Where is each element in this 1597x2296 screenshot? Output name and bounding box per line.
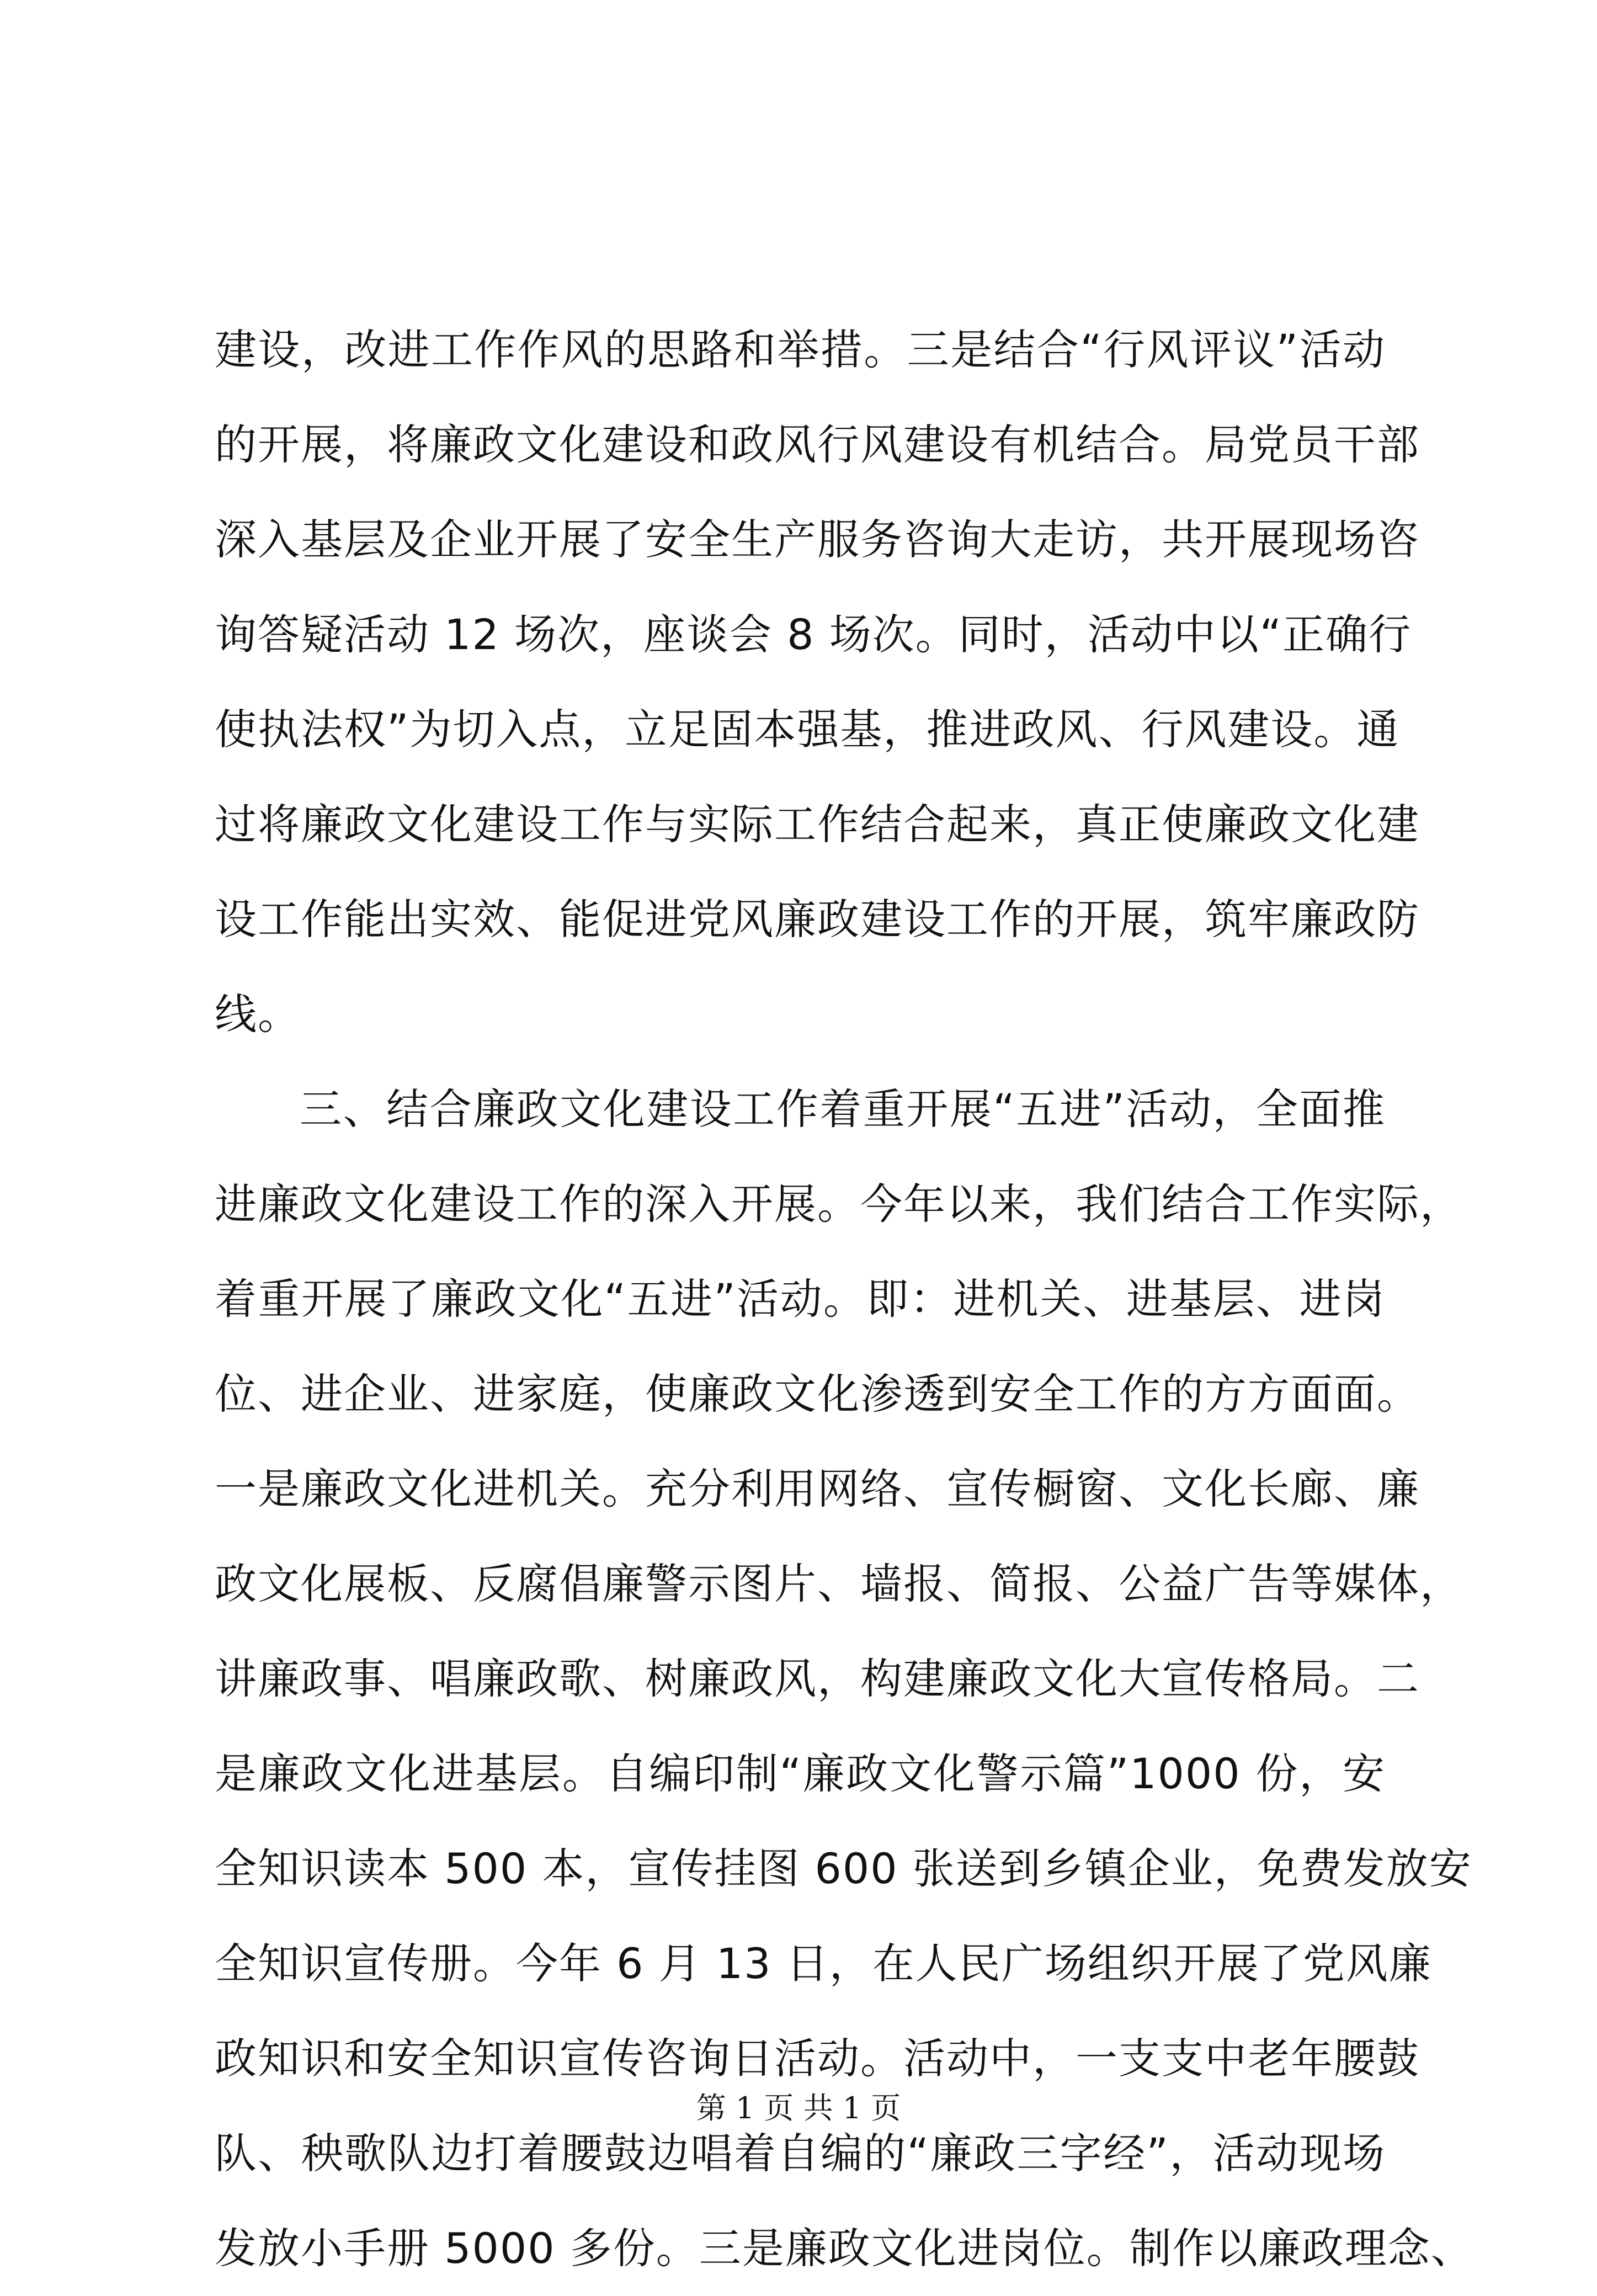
- text-line: 全知识读本 500 本，宣传挂图 600 张送到乡镇企业，免费发放安: [215, 1844, 1472, 1893]
- text-line: 全知识宣传册。今年 6 月 13 日，在人民广场组织开展了党风廉: [215, 1939, 1432, 1988]
- text-line: 政文化展板、反腐倡廉警示图片、墙报、简报、公益广告等媒体，: [215, 1559, 1463, 1608]
- text-line: 位、进企业、进家庭，使廉政文化渗透到安全工作的方方面面。: [215, 1369, 1420, 1418]
- page-number-label: 第 1 页 共 1 页: [696, 2091, 901, 2125]
- text-line: 使执法权”为切入点，立足固本强基，推进政风、行风建设。通: [215, 705, 1400, 754]
- text-line: 讲廉政事、唱廉政歌、树廉政风，构建廉政文化大宣传格局。二: [215, 1654, 1420, 1703]
- text-line: 是廉政文化进基层。自编印制“廉政文化警示篇”1000 份，安: [215, 1749, 1386, 1798]
- text-line: 过将廉政文化建设工作与实际工作结合起来，真正使廉政文化建: [215, 800, 1420, 849]
- paragraph-first-line: 三、结合廉政文化建设工作着重开展“五进”活动，全面推: [300, 1085, 1386, 1134]
- text-line: 深入基层及企业开展了安全生产服务咨询大走访，共开展现场咨: [215, 515, 1420, 564]
- text-line: 进廉政文化建设工作的深入开展。今年以来，我们结合工作实际，: [215, 1179, 1463, 1229]
- text-line: 询答疑活动 12 场次，座谈会 8 场次。同时，活动中以“正确行: [215, 610, 1412, 659]
- text-line: 设工作能出实效、能促进党风廉政建设工作的开展，筑牢廉政防: [215, 895, 1420, 944]
- text-line: 线。: [215, 990, 301, 1039]
- body-text: [215, 302, 1474, 2296]
- page-footer: [0, 2086, 1597, 2130]
- text-line: 的开展，将廉政文化建设和政风行风建设有机结合。局党员干部: [215, 420, 1420, 469]
- text-line: 建设，改进工作作风的思路和举措。三是结合“行风评议”活动: [215, 325, 1386, 374]
- text-line: 一是廉政文化进机关。充分利用网络、宣传橱窗、文化长廊、廉: [215, 1464, 1420, 1513]
- text-line: 着重开展了廉政文化“五进”活动。即：进机关、进基层、进岗: [215, 1274, 1386, 1324]
- text-line: 队、秧歌队边打着腰鼓边唱着自编的“廉政三字经”，活动现场: [215, 2129, 1386, 2178]
- text-line: 发放小手册 5000 多份。三是廉政文化进岗位。制作以廉政理念、: [215, 2224, 1474, 2273]
- text-line: 政知识和安全知识宣传咨询日活动。活动中，一支支中老年腰鼓: [215, 2034, 1420, 2083]
